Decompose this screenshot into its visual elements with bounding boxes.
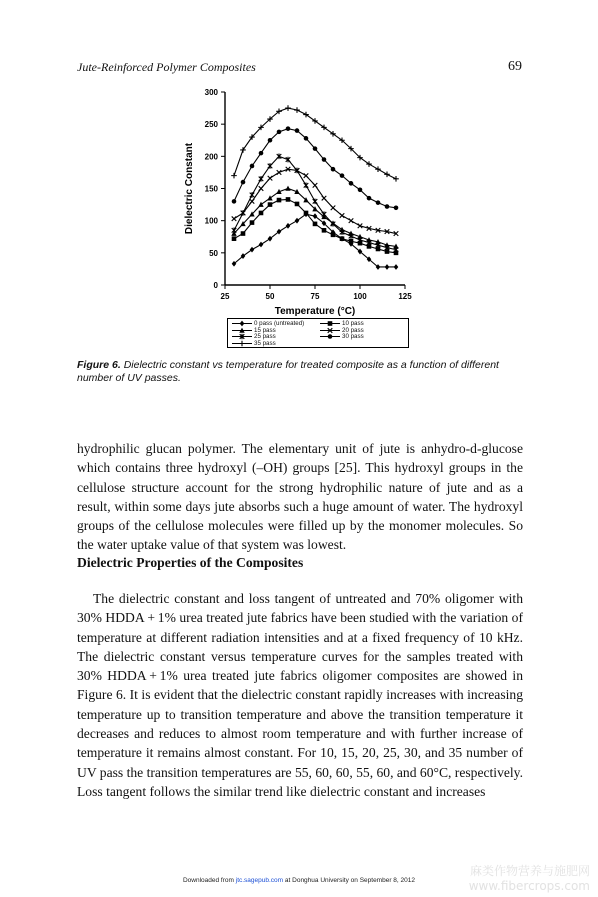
data-point-s3-11 (331, 206, 336, 211)
footer-prefix: Downloaded from (182, 877, 234, 884)
data-point-s2-3 (258, 202, 263, 207)
data-point-s3-10 (322, 196, 327, 201)
data-point-s2-4 (267, 195, 272, 200)
legend-marker (328, 334, 333, 339)
series-line-5 (234, 129, 396, 208)
data-point-s4-9 (313, 199, 318, 205)
data-point-s5-3 (259, 151, 264, 156)
chart-svg (180, 82, 420, 352)
data-point-s5-6 (286, 126, 291, 131)
x-tick-label: 25 (220, 292, 230, 301)
figure-caption-text: Dielectric constant vs temperature for treated composite as a function of different number of UV passes. (77, 359, 499, 384)
legend-label: 20 pass (342, 326, 364, 334)
data-point-s0-6 (286, 223, 291, 229)
data-point-s1-4 (268, 202, 273, 207)
data-point-s0-9 (313, 213, 318, 219)
data-point-s5-14 (358, 187, 363, 192)
data-point-s4-4 (268, 163, 273, 169)
legend-item (232, 340, 276, 347)
data-point-s4-8 (304, 182, 309, 188)
body-paragraph-2 (77, 589, 523, 801)
data-point-s3-9 (313, 183, 318, 188)
data-point-s0-3 (259, 242, 264, 248)
paragraph-text: hydrophilic glucan polymer. The elementary unit of jute is anhydro-d-glucose which contains three hydroxyl (–OH) groups [25]. This hydroxyl groups in the cellulose structure account for the strong hydrophilic nature of jute and as a result, within some days jute absorbs such a huge amount of water. The hydroxyl groups of the cellulose molecules were filled up by the monomer molecules. So the water uptake value of that system was lowest. (77, 441, 523, 553)
data-point-s5-5 (277, 130, 282, 135)
legend-label: 35 pass (254, 339, 276, 347)
data-point-s6-0 (231, 173, 237, 179)
data-point-s3-12 (340, 213, 345, 218)
legend-swatch (320, 333, 340, 340)
data-point-s1-2 (250, 220, 255, 225)
data-point-s5-8 (304, 136, 309, 141)
data-point-s4-0 (232, 228, 237, 234)
figure-caption (77, 359, 525, 385)
data-point-s1-7 (295, 202, 300, 207)
data-point-s3-8 (304, 173, 309, 178)
watermark-line-1: 麻类作物营养与施肥网 (469, 864, 590, 878)
data-point-s5-2 (250, 164, 255, 169)
data-point-s5-16 (376, 200, 381, 205)
data-point-s1-5 (277, 198, 282, 203)
data-point-s5-11 (331, 167, 336, 172)
data-point-s4-10 (322, 211, 327, 217)
data-point-s5-13 (349, 181, 354, 186)
data-point-s0-7 (295, 218, 300, 224)
data-point-s0-18 (394, 264, 399, 270)
data-point-s4-13 (349, 233, 354, 239)
x-tick-label: 125 (398, 292, 412, 301)
y-tick-label: 0 (213, 281, 218, 290)
legend-marker (328, 321, 333, 326)
data-point-s1-13 (349, 239, 354, 244)
x-tick-label: 75 (310, 292, 320, 301)
legend-marker (239, 340, 245, 346)
footer-link[interactable]: jtc.sagepub.com (235, 877, 284, 884)
legend-label: 15 pass (254, 326, 276, 334)
chart-legend (227, 318, 409, 348)
data-point-s6-6 (285, 105, 291, 111)
y-tick-label: 200 (204, 152, 218, 162)
page-number: 69 (508, 59, 522, 74)
data-point-s3-0 (232, 216, 237, 221)
y-tick-label: 50 (209, 248, 218, 258)
data-point-s5-4 (268, 138, 273, 143)
data-point-s1-11 (331, 233, 336, 238)
data-point-s0-4 (268, 236, 273, 242)
data-point-s1-1 (241, 231, 246, 236)
data-point-s0-2 (250, 247, 255, 253)
watermark-line-2: www.fibercrops.com (468, 879, 590, 893)
y-tick-label: 250 (204, 120, 218, 130)
legend-label: 30 pass (342, 333, 364, 340)
data-point-s3-3 (259, 186, 264, 191)
data-point-s5-10 (322, 157, 327, 162)
data-point-s0-5 (277, 229, 282, 235)
x-tick-label: 50 (265, 292, 275, 301)
data-point-s3-4 (268, 176, 273, 181)
section-heading: Dielectric Properties of the Composites (77, 555, 304, 570)
data-point-s3-2 (250, 199, 255, 204)
data-point-s6-18 (393, 176, 399, 182)
data-point-s1-3 (259, 211, 264, 216)
paragraph-text: The dielectric constant and loss tangent of untreated and 70% oligomer with 30% HDDA + 1% urea treated jute fabrics have been studied with the variation of temperature at different radiation intensities and at a fixed frequency of 10 kHz. The dielectric constant versus temperature curves for the samples treated with 30% HDDA + 1% urea treated jute fabrics oligomer composites are showed in Figure 6. It is evident that the dielectric constant rapidly increases with increasing temperature up to transition temperature and above the transition temperature it decreases and reduces to almost room temperature and with further increase of temperature it remains almost constant. For 10, 15, 20, 25, 30, and 35 number of UV pass the transition temperatures are 55, 60, 60, 55, 60, and 60°C, respectively. Loss tangent follows the similar trend like dielectric constant and increases (77, 591, 523, 799)
running-head: Jute-Reinforced Polymer Composites (77, 60, 256, 74)
data-point-s4-12 (340, 229, 345, 235)
data-point-s5-15 (367, 196, 372, 201)
data-point-s6-17 (384, 172, 390, 178)
data-point-s5-18 (394, 206, 399, 211)
data-point-s1-8 (304, 211, 309, 216)
body-paragraph-1 (77, 439, 523, 555)
y-tick-label: 300 (204, 88, 218, 97)
data-point-s5-17 (385, 204, 390, 209)
legend-item (320, 333, 364, 340)
legend-label: 0 pass (untreated) (254, 320, 305, 327)
data-point-s1-10 (322, 228, 327, 233)
data-point-s6-16 (375, 166, 381, 172)
data-point-s1-6 (286, 197, 291, 202)
footer-suffix: at Donghua University on September 8, 2012 (284, 877, 415, 884)
y-axis-label: Dielectric Constant (184, 142, 195, 235)
x-tick-label: 100 (353, 292, 367, 301)
legend-label: 25 pass (254, 333, 276, 340)
data-point-s6-7 (294, 107, 300, 113)
data-point-s1-12 (340, 236, 345, 241)
data-point-s2-6 (285, 186, 290, 191)
figure-6-chart (180, 82, 420, 352)
site-watermark (469, 864, 590, 894)
data-point-s1-9 (313, 222, 318, 227)
data-point-s5-1 (241, 180, 246, 185)
data-point-s1-0 (232, 236, 237, 241)
data-point-s5-7 (295, 128, 300, 133)
data-point-s5-9 (313, 146, 318, 151)
x-axis-label: Temperature (°C) (274, 306, 356, 317)
y-tick-label: 100 (204, 216, 218, 226)
legend-label: 10 pass (342, 320, 364, 327)
data-point-s5-12 (340, 173, 345, 178)
data-point-s4-3 (259, 176, 264, 182)
data-point-s4-2 (250, 192, 255, 198)
y-tick-label: 150 (204, 184, 218, 194)
data-point-s3-13 (349, 218, 354, 223)
figure-caption-label: Figure 6. (77, 359, 121, 371)
legend-swatch (232, 340, 252, 347)
data-point-s4-1 (241, 210, 246, 216)
data-point-s0-17 (385, 264, 390, 270)
data-point-s5-0 (232, 199, 237, 204)
